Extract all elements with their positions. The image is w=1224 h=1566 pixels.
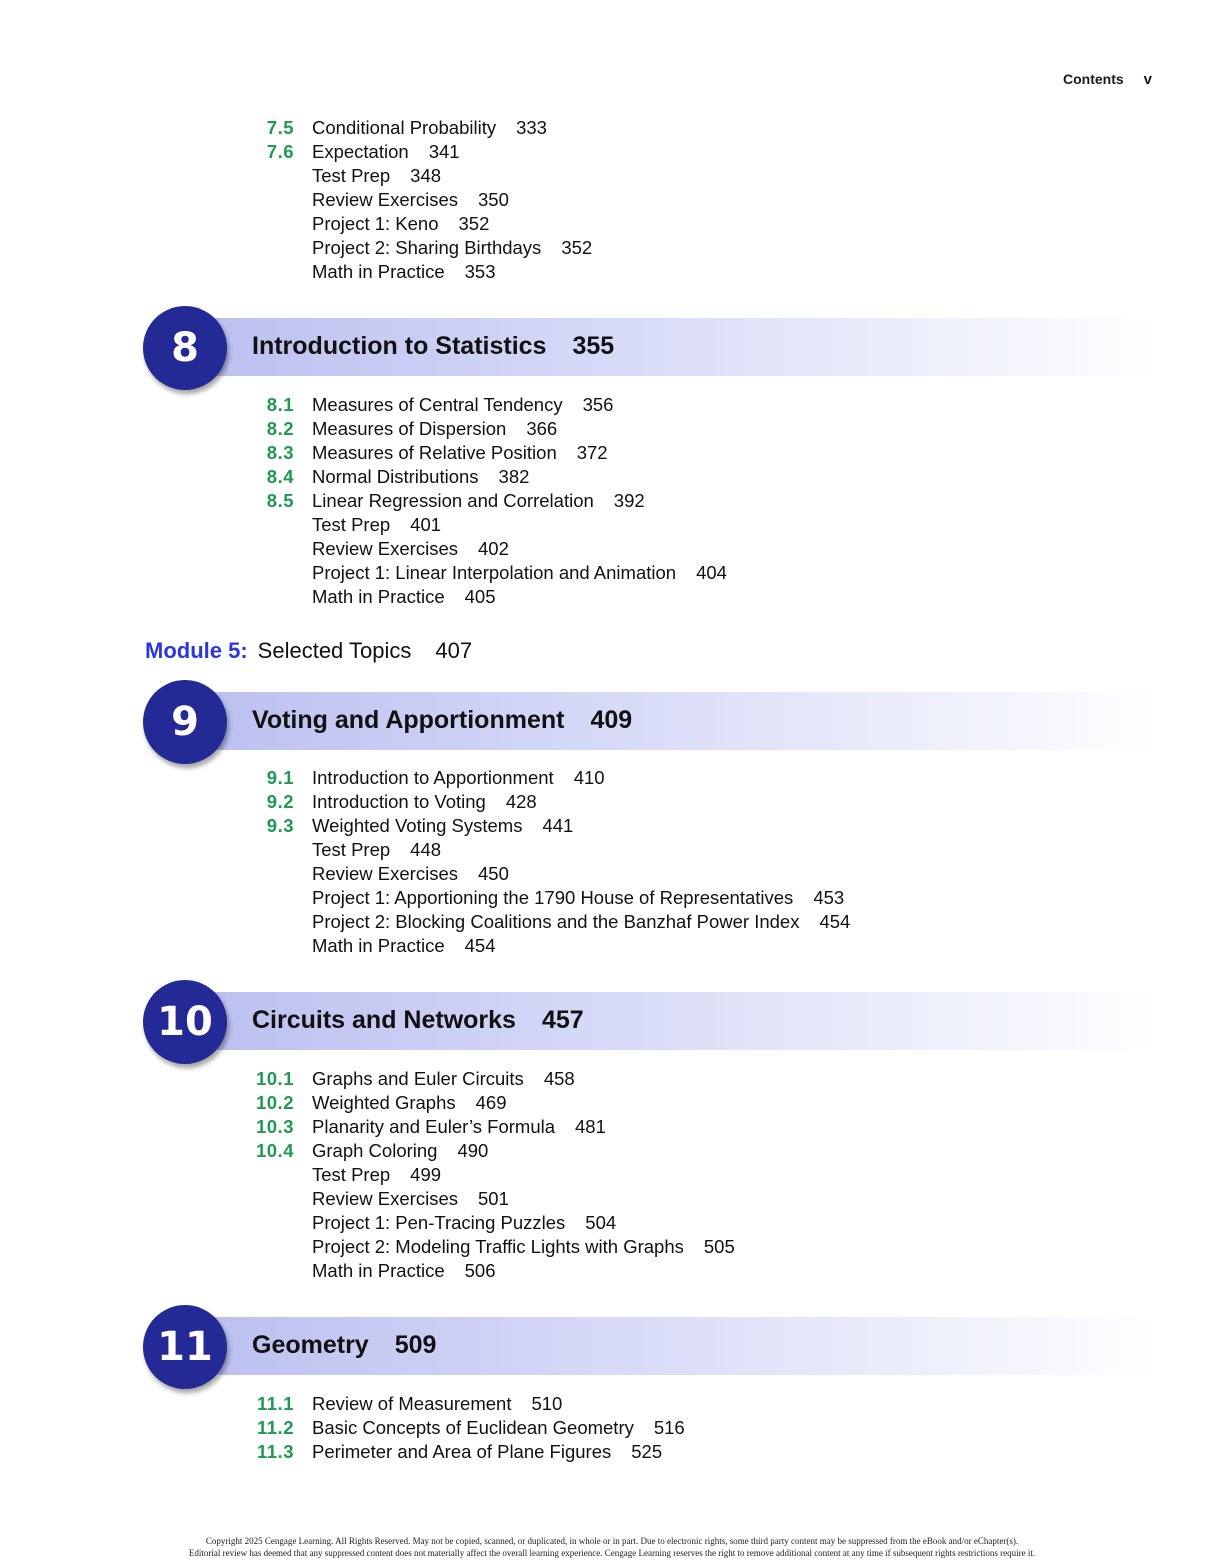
chapter-11-entries (0, 1392, 1224, 1464)
chapter-9-entries (0, 766, 1224, 958)
toc-entry[interactable]: 8.4 Normal Distributions 382 (266, 466, 530, 487)
module-title: Selected Topics (257, 638, 412, 663)
chapter-title: Circuits and Networks 457 (252, 1006, 584, 1034)
chapter-title: Geometry 509 (252, 1331, 437, 1359)
toc-entry[interactable]: Math in Practice 353 (312, 261, 496, 282)
toc-entry[interactable]: 9.3 Weighted Voting Systems 441 (266, 815, 574, 836)
toc-entry[interactable]: Math in Practice 506 (312, 1260, 496, 1281)
toc-entry[interactable]: Project 2: Modeling Traffic Lights with Graphs 505 (312, 1236, 735, 1257)
chapter-8-heading[interactable] (0, 306, 1224, 396)
footer-line-2: Editorial review has deemed that any suppressed content does not materially affect the overall learning experience. Cengage Learning reserves the right to remove additional content at any time if subsequent rights restrictions require it. (188, 1548, 1036, 1558)
chapter-title: Introduction to Statistics 355 (252, 332, 615, 360)
chapter-9-heading[interactable] (0, 680, 1224, 770)
chapter-7-entries (0, 116, 1224, 284)
toc-entry[interactable]: 7.6 Expectation 341 (266, 141, 460, 162)
toc-entry[interactable]: 8.3 Measures of Relative Position 372 (266, 442, 608, 463)
chapter-number-badge: 11 (143, 1305, 227, 1389)
toc-entry[interactable]: Review Exercises 350 (312, 189, 509, 210)
toc-entry[interactable]: Project 1: Linear Interpolation and Animation 404 (312, 562, 727, 583)
toc-entry[interactable]: 10.1 Graphs and Euler Circuits 458 (255, 1068, 575, 1089)
toc-entry[interactable]: Test Prep 499 (312, 1164, 442, 1185)
running-header (1063, 71, 1152, 88)
toc-entry[interactable]: 11.3 Perimeter and Area of Plane Figures 525 (257, 1441, 663, 1462)
chapter-8-entries (0, 393, 1224, 609)
toc-entry[interactable]: Review Exercises 402 (312, 538, 509, 559)
chapter-title: Voting and Apportionment 409 (252, 706, 633, 734)
header-page-number: v (1143, 71, 1152, 88)
toc-entry[interactable]: Project 1: Apportioning the 1790 House of Representatives 453 (312, 887, 845, 908)
toc-entry[interactable]: Test Prep 401 (312, 514, 442, 535)
toc-entry[interactable]: 9.2 Introduction to Voting 428 (266, 791, 537, 812)
module-label: Module 5: (145, 638, 248, 663)
toc-entry[interactable]: 8.1 Measures of Central Tendency 356 (266, 394, 614, 415)
copyright-footer (0, 1535, 1224, 1559)
toc-entry[interactable]: 7.5 Conditional Probability 333 (266, 117, 547, 138)
toc-entry[interactable]: 11.1 Review of Measurement 510 (257, 1393, 563, 1414)
chapter-number-badge: 10 (143, 980, 227, 1064)
chapter-10-heading[interactable] (0, 980, 1224, 1070)
toc-entry[interactable]: 9.1 Introduction to Apportionment 410 (266, 767, 605, 788)
toc-entry[interactable]: 10.3 Planarity and Euler’s Formula 481 (255, 1116, 606, 1137)
toc-entry[interactable]: Project 1: Keno 352 (312, 213, 490, 234)
module-page: 407 (435, 638, 473, 663)
toc-entry[interactable]: Test Prep 348 (312, 165, 442, 186)
toc-entry[interactable]: Test Prep 448 (312, 839, 442, 860)
toc-entry[interactable]: Project 2: Sharing Birthdays 352 (312, 237, 593, 258)
toc-entry[interactable]: 8.5 Linear Regression and Correlation 392 (266, 490, 645, 511)
chapter-number-badge: 8 (143, 306, 227, 390)
chapter-number-badge: 9 (143, 680, 227, 764)
toc-entry[interactable]: 8.2 Measures of Dispersion 366 (266, 418, 558, 439)
toc-entry[interactable]: Review Exercises 450 (312, 863, 509, 884)
toc-entry[interactable]: 11.2 Basic Concepts of Euclidean Geometry 516 (257, 1417, 685, 1438)
toc-entry[interactable]: Math in Practice 454 (312, 935, 496, 956)
toc-entry[interactable]: Project 1: Pen-Tracing Puzzles 504 (312, 1212, 617, 1233)
toc-entry[interactable]: Review Exercises 501 (312, 1188, 509, 1209)
footer-line-1: Copyright 2025 Cengage Learning. All Rights Reserved. May not be copied, scanned, or duplicated, in whole or in part. Due to electronic rights, some third party content may be suppressed from the eBook and/or eChapter(s). (205, 1536, 1019, 1546)
module-heading[interactable] (145, 638, 472, 664)
toc-entry[interactable]: 10.2 Weighted Graphs 469 (255, 1092, 507, 1113)
toc-entry[interactable]: Project 2: Blocking Coalitions and the Banzhaf Power Index 454 (312, 911, 851, 932)
header-label: Contents (1062, 71, 1124, 87)
chapter-11-heading[interactable] (0, 1305, 1224, 1395)
chapter-10-entries (0, 1067, 1224, 1283)
toc-entry[interactable]: 10.4 Graph Coloring 490 (255, 1140, 489, 1161)
toc-entry[interactable]: Math in Practice 405 (312, 586, 496, 607)
